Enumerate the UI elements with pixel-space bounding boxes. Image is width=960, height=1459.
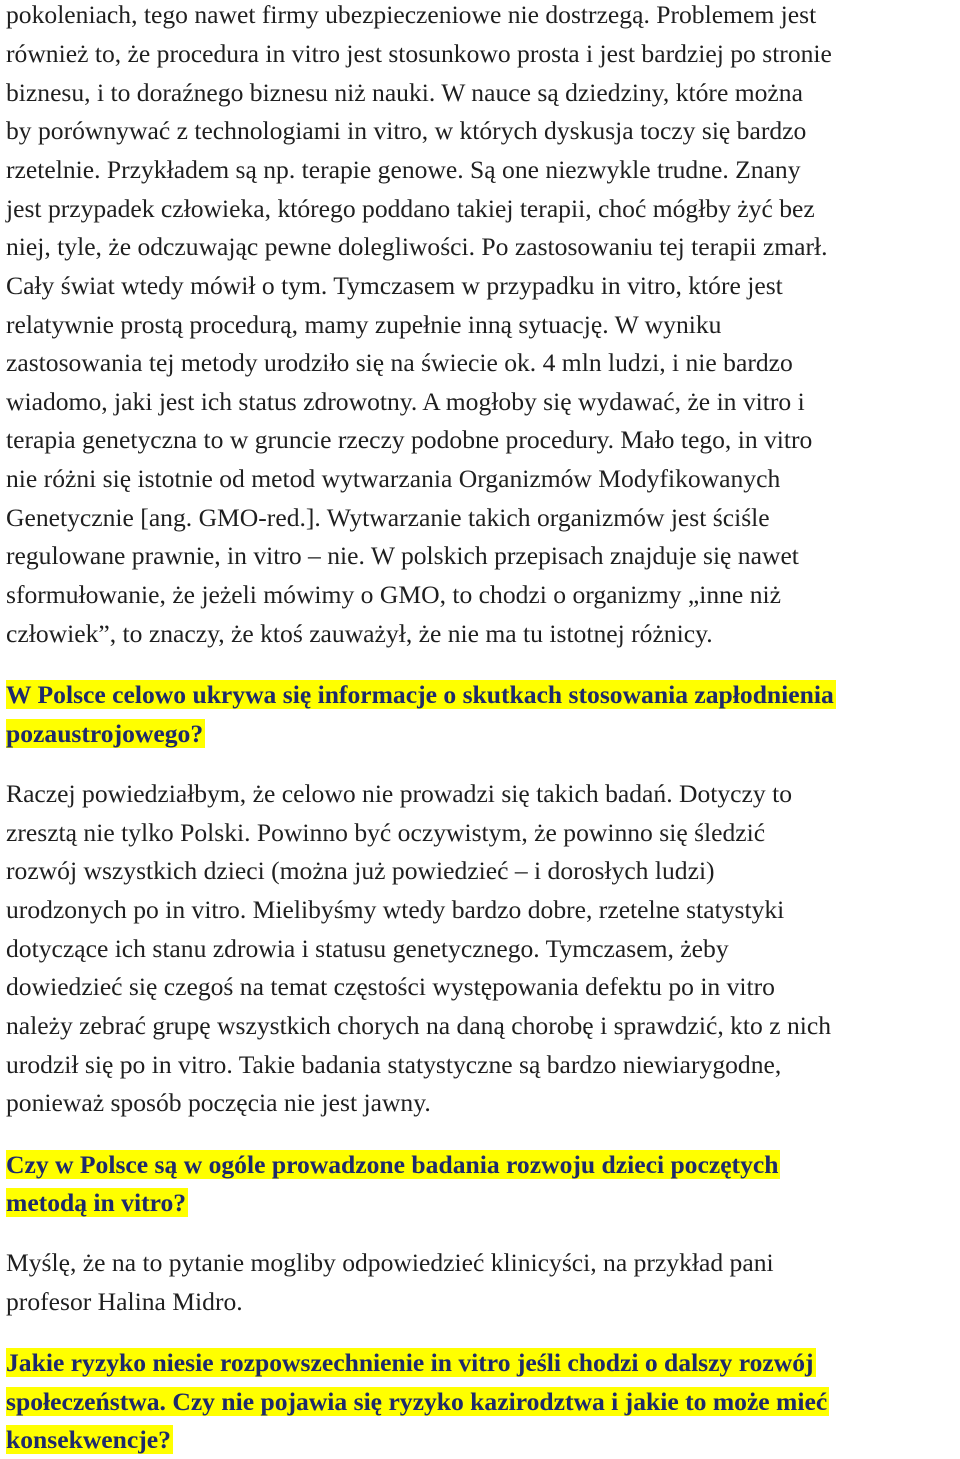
text-line: terapia genetyczna to w gruncie rzeczy podobne procedury. Mało tego, in vitro <box>6 425 813 454</box>
text-line: profesor Halina Midro. <box>6 1287 243 1316</box>
question-line <box>6 1184 188 1222</box>
text-line: dotyczące ich stanu zdrowia i statusu genetycznego. Tymczasem, żeby <box>6 934 729 963</box>
text-line: relatywnie prostą procedurą, mamy zupełnie inną sytuację. W wyniku <box>6 310 722 339</box>
text-line: zresztą nie tylko Polski. Powinno być oczywistym, że powinno się śledzić <box>6 818 766 847</box>
text-line: urodzonych po in vitro. Mielibyśmy wtedy bardzo dobre, rzetelne statystyki <box>6 895 785 924</box>
text-line: rzetelnie. Przykładem są np. terapie genowe. Są one niezwykle trudne. Znany <box>6 155 801 184</box>
question-line <box>6 1344 816 1382</box>
text-line: Cały świat wtedy mówił o tym. Tymczasem w przypadku in vitro, które jest <box>6 271 783 300</box>
highlighted-text: konsekwencje? <box>6 1425 171 1454</box>
highlighted-text: pozaustrojowego? <box>6 719 204 748</box>
text-line: dowiedzieć się czegoś na temat częstości występowania defektu po in vitro <box>6 972 775 1001</box>
text-line: zastosowania tej metody urodziło się na świecie ok. 4 mln ludzi, i nie bardzo <box>6 348 793 377</box>
question-line <box>6 676 836 714</box>
text-line: nie różni się istotnie od metod wytwarzania Organizmów Modyfikowanych <box>6 464 781 493</box>
text-line: ponieważ sposób poczęcia nie jest jawny. <box>6 1088 431 1117</box>
text-line: niej, tyle, że odczuwając pewne dolegliwości. Po zastosowaniu tej terapii zmarł. <box>6 232 828 261</box>
highlighted-text: Jakie ryzyko niesie rozpowszechnienie in vitro jeśli chodzi o dalszy rozwój <box>6 1348 814 1377</box>
text-line: pokoleniach, tego nawet firmy ubezpieczeniowe nie dostrzegą. Problemem jest <box>6 0 817 29</box>
text-line: człowiek”, to znaczy, że ktoś zauważył, że nie ma tu istotnej różnicy. <box>6 619 713 648</box>
text-line: należy zebrać grupę wszystkich chorych na daną chorobę i sprawdzić, kto z nich <box>6 1011 832 1040</box>
question-line <box>6 1146 780 1184</box>
highlighted-text: W Polsce celowo ukrywa się informacje o skutkach stosowania zapłodnienia <box>6 680 834 709</box>
text-line: rozwój wszystkich dzieci (można już powiedzieć – i dorosłych ludzi) <box>6 856 715 885</box>
text-line: Raczej powiedziałbym, że celowo nie prowadzi się takich badań. Dotyczy to <box>6 779 792 808</box>
text-line: sformułowanie, że jeżeli mówimy o GMO, to chodzi o organizmy „inne niż <box>6 580 781 609</box>
text-line: również to, że procedura in vitro jest stosunkowo prosta i jest bardziej po stronie <box>6 39 832 68</box>
text-line: Genetycznie [ang. GMO-red.]. Wytwarzanie takich organizmów jest ściśle <box>6 503 770 532</box>
highlighted-text: Czy w Polsce są w ogóle prowadzone badania rozwoju dzieci poczętych <box>6 1150 779 1179</box>
text-line: urodził się po in vitro. Takie badania statystyczne są bardzo niewiarygodne, <box>6 1050 782 1079</box>
text-line: jest przypadek człowieka, którego poddano takiej terapii, choć mógłby żyć bez <box>6 194 815 223</box>
highlighted-text: metodą in vitro? <box>6 1188 187 1217</box>
question-line <box>6 1383 829 1421</box>
question-line <box>6 715 205 753</box>
text-line: biznesu, i to doraźnego biznesu niż nauki. W nauce są dziedziny, które można <box>6 78 803 107</box>
text-line: regulowane prawnie, in vitro – nie. W polskich przepisach znajduje się nawet <box>6 541 799 570</box>
text-line: by porównywać z technologiami in vitro, w których dyskusja toczy się bardzo <box>6 116 807 145</box>
highlighted-text: społeczeństwa. Czy nie pojawia się ryzyko kazirodztwa i jakie to może mieć <box>6 1387 828 1416</box>
text-line: Myślę, że na to pytanie mogliby odpowiedzieć klinicyści, na przykład pani <box>6 1248 774 1277</box>
text-line: wiadomo, jaki jest ich status zdrowotny. A mogłoby się wydawać, że in vitro i <box>6 387 805 416</box>
question-line <box>6 1421 173 1459</box>
